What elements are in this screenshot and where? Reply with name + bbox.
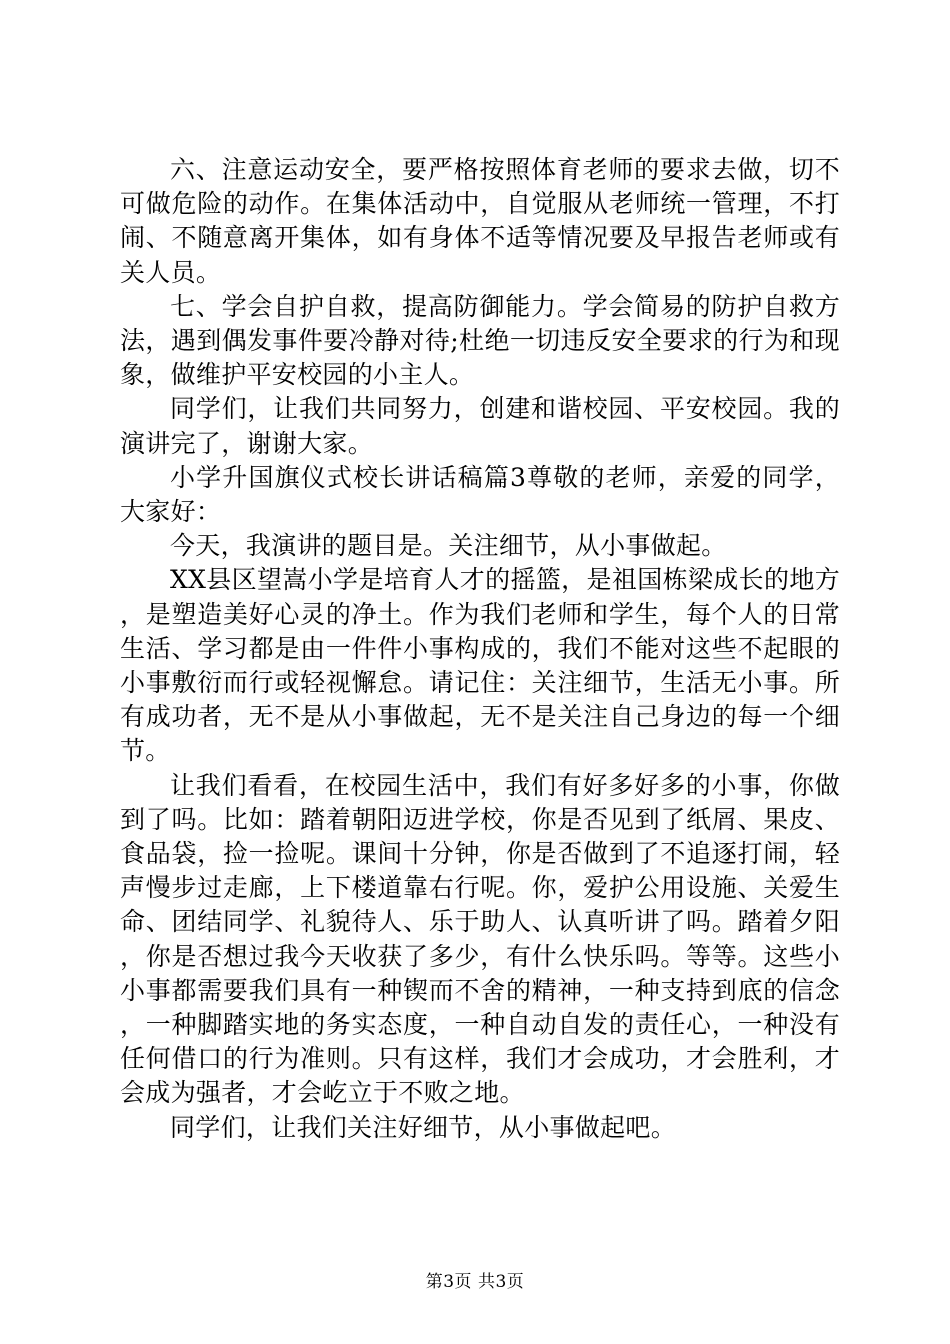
paragraph-self-protection: 七、学会自护自救，提高防御能力。学会简易的防护自救方法，遇到偶发事件要冷静对待;杜绝一切违反安全要求的行为和现象，做维护平安校园的小主人。 — [120, 291, 840, 390]
paragraph-school-intro: XX县区望嵩小学是培育人才的摇篮，是祖国栋梁成长的地方，是塑造美好心灵的净土。作为我们老师和学生，每个人的日常生活、学习都是由一件件小事构成的，我们不能对这些不起眼的小事敷衍而行或轻视懈怠。请记住：关注细节，生活无小事。所有成功者，无不是从小事做起，无不是关注自己身边的每一个细节。 — [120, 565, 840, 766]
document-body — [120, 153, 840, 1145]
paragraph-speech-title-greeting: 小学升国旗仪式校长讲话稿篇3尊敬的老师，亲爱的同学，大家好： — [120, 462, 840, 527]
page-footer: 第3页 共3页 — [425, 1272, 525, 1292]
paragraph-closing-remarks: 同学们，让我们共同努力，创建和谐校园、平安校园。我的演讲完了，谢谢大家。 — [120, 394, 840, 458]
paragraph-conclusion: 同学们，让我们关注好细节，从小事做起吧。 — [170, 1112, 677, 1142]
paragraph-speech-topic: 今天，我演讲的题目是。关注细节，从小事做起。 — [170, 531, 727, 561]
paragraph-campus-details: 让我们看看，在校园生活中，我们有好多好多的小事，你做到了吗。比如：踏着朝阳迈进学校，你是否见到了纸屑、果皮、食品袋，捡一捡呢。课间十分钟，你是否做到了不追逐打闹，轻声慢步过走廊，上下楼道靠右行呢。你，爱护公用设施、关爱生命、团结同学、礼貌待人、乐于助人、认真听讲了吗。踏着夕阳，你是否想过我今天收获了多少，有什么快乐吗。等等。这些小小事都需要我们具有一种锲而不舍的精神，一种支持到底的信念，一种脚踏实地的务实态度，一种自动自发的责任心，一种没有任何借口的行为准则。只有这样，我们才会成功，才会胜利，才会成为强者，才会屹立于不败之地。 — [120, 770, 840, 1108]
paragraph-safety-exercise: 六、注意运动安全，要严格按照体育老师的要求去做，切不可做危险的动作。在集体活动中，自觉服从老师统一管理，不打闹、不随意离开集体，如有身体不适等情况要及早报告老师或有关人员。 — [120, 155, 840, 287]
